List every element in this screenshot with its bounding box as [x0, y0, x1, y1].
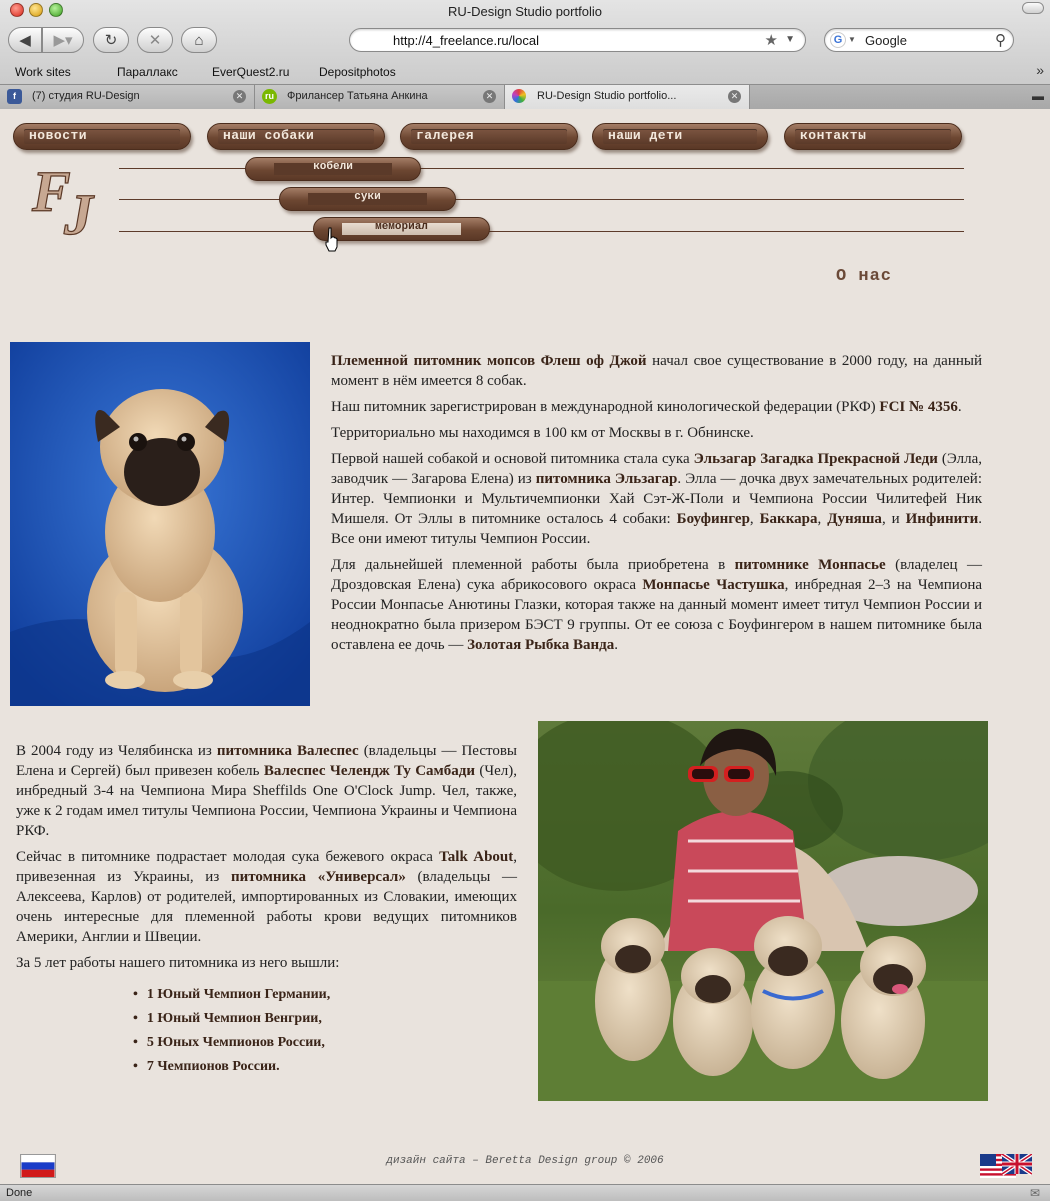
champions-list — [133, 985, 330, 1081]
hand-cursor-icon — [325, 227, 339, 253]
facebook-icon: f — [7, 89, 22, 104]
intro-paragraph-2 — [331, 397, 982, 417]
text-span: начал свое существование в 2000 году, на данный момент в нём имеется 8 собак. — [331, 353, 982, 389]
tab-list-icon[interactable]: ▬ — [1032, 89, 1044, 103]
nav-news[interactable]: новости — [13, 123, 191, 150]
svg-text:F: F — [32, 159, 71, 224]
submenu-females[interactable]: суки — [279, 187, 456, 211]
fci-number: FCI № 4356 — [879, 399, 958, 415]
text-span: Наш питомник зарегистрирован в международной кинологической федерации (РКФ) — [331, 399, 880, 415]
second-paragraph-3: За 5 лет работы нашего питомника из него вышли: — [16, 955, 340, 971]
text-span: , и — [881, 511, 906, 527]
search-engine-dropdown-icon[interactable]: ▼ — [848, 35, 856, 44]
text-span: (владельцы — Пестовы Елена и Сергей) был привезен кобель — [16, 743, 518, 779]
bookmarks-bar — [0, 62, 1050, 82]
submenu-memorial[interactable]: мемориал — [313, 217, 490, 241]
text-span: (владельцы — Алексеева, Карлов) от родителей, импортированных из Словакии, имеющих очень интересные для племенной работы крови ведущих питомников Америки, Англии и Швеции. — [16, 869, 517, 945]
tab-bar — [0, 84, 1050, 109]
mail-icon[interactable]: ✉ — [1029, 1186, 1040, 1200]
window-title: RU-Design Studio portfolio — [448, 4, 602, 19]
kennel-name: питомника Эльзагар — [535, 471, 678, 487]
home-icon: ⌂ — [194, 31, 204, 49]
dog-name: Инфинити — [905, 511, 979, 527]
english-flag-icon[interactable] — [980, 1154, 1032, 1178]
bookmark-depositphotos[interactable]: Depositphotos — [319, 65, 396, 79]
dog-name: Дуняша — [827, 511, 882, 527]
text-span: (владелец — Дроздовская Елена) сука абрикосового окраса — [331, 557, 982, 593]
dog-name: Монпасье Частушка — [642, 577, 785, 593]
text-span: Для дальнейшей племенной работы была приобретена в — [331, 557, 735, 573]
forward-button[interactable] — [42, 27, 84, 53]
nav-contacts[interactable]: контакты — [784, 123, 962, 150]
web-page — [0, 110, 1050, 1184]
dog-name: Баккара — [759, 511, 818, 527]
kennel-name: питомника «Универсал» — [230, 869, 406, 885]
dog-name: Золотая Рыбка Ванда — [467, 637, 615, 653]
intro-text — [331, 351, 982, 661]
dog-name: Эльзагар Загадка Прекрасной Леди — [693, 451, 938, 467]
fl-ru-icon: ru — [262, 89, 277, 104]
text-span: , инбредная 2–3 на Чемпиона России Монпасье Анютины Глазки, которая также на данный момент имеет титул Чемпион России и неоднократно была призером БЭСТ 9 группы. От ее союза с Боуфингером в нашем питомнике была оставлена ее дочь — — [331, 577, 983, 653]
intro-paragraph-4 — [331, 449, 982, 549]
tab-label: RU-Design Studio portfolio... — [537, 90, 677, 102]
close-tab-icon[interactable]: ✕ — [728, 90, 741, 103]
ring-icon — [512, 89, 526, 103]
tab-label: Фрилансер Татьяна Анкина — [287, 90, 428, 102]
nav-gallery[interactable]: галерея — [400, 123, 578, 150]
status-bar — [0, 1184, 1050, 1201]
url-bar[interactable] — [349, 28, 806, 52]
text-span: . Элла — дочка двух замечательных родителей: Интер. Чемпионки и Мультичемпионки Хай Сэт-Ж-Поли и Чемпиона России Чилитефей Ник Мишеля. От Эллы в питомнике осталось 4 собаки: — [331, 471, 983, 527]
back-button[interactable] — [8, 27, 42, 53]
dog-name: Talk About — [439, 849, 514, 865]
text-span: . — [614, 637, 618, 653]
dog-name: Боуфингер — [676, 511, 750, 527]
text-span: (Элла, заводчик — Загарова Елена) из — [331, 451, 982, 487]
bookmark-parallax[interactable]: Параллакс — [117, 65, 178, 79]
intro-paragraph-3: Территориально мы находимся в 100 км от Москвы в г. Обнинске. — [331, 425, 754, 441]
list-item: • 5 Юных Чемпионов России, — [133, 1033, 330, 1057]
tab-ru-design-facebook[interactable] — [0, 85, 255, 109]
pug-portrait-photo — [10, 342, 310, 706]
reload-button[interactable] — [93, 27, 129, 53]
page-title: О нас — [836, 267, 893, 286]
bookmark-everquest[interactable]: EverQuest2.ru — [212, 65, 290, 79]
forward-arrow-icon: ▶▾ — [53, 32, 73, 49]
text-span: Сейчас в питомнике подрастает молодая сука бежевого окраса — [16, 849, 440, 865]
list-item: • 1 Юный Чемпион Венгрии, — [133, 1009, 330, 1033]
divider-line — [119, 231, 964, 232]
list-item: • 7 Чемпионов России. — [133, 1057, 330, 1081]
url-input[interactable]: http://4_freelance.ru/local — [393, 33, 539, 48]
bookmark-work-sites[interactable]: Work sites — [15, 65, 71, 79]
url-history-dropdown-icon[interactable]: ▼ — [785, 34, 795, 45]
svg-text:J: J — [64, 182, 93, 247]
text-span: . Все они имеют титулы Чемпион России. — [331, 511, 983, 547]
status-text: Done — [6, 1187, 33, 1199]
site-credit: дизайн сайта – Beretta Design group © 2006 — [386, 1155, 664, 1167]
magnifier-icon[interactable]: ⚲ — [995, 32, 1006, 49]
second-text — [16, 741, 517, 979]
intro-paragraph-1 — [331, 351, 982, 391]
search-input[interactable]: Google — [865, 33, 907, 48]
bookmark-star-icon[interactable]: ★ — [764, 32, 778, 49]
bookmarks-overflow-icon[interactable]: » — [1036, 62, 1044, 78]
text-span: , — [817, 511, 828, 527]
toolbar-toggle-button[interactable] — [1022, 2, 1044, 14]
intro-paragraph-5 — [331, 555, 982, 655]
close-tab-icon[interactable]: ✕ — [483, 90, 496, 103]
text-span: (Чел), инбредный 3-4 на Чемпиона Мира Sheffilds One O'Clock Jump. Чел, также, уже к 2 годам имел титулы Чемпиона России, Чемпиона Украины и Чемпиона РКФ. — [16, 763, 517, 839]
kennel-logo — [30, 156, 110, 248]
submenu-males[interactable]: кобели — [245, 157, 421, 181]
stop-icon: ✕ — [148, 32, 162, 49]
nav-our-dogs[interactable]: наши собаки — [207, 123, 385, 150]
back-arrow-icon: ◀ — [19, 32, 31, 49]
tab-label: (7) студия RU-Design — [32, 90, 140, 102]
text-span: , — [749, 511, 760, 527]
tab-freelancer[interactable] — [255, 85, 505, 109]
divider-line — [119, 199, 964, 200]
text-span: , привезенная из Украины, из — [16, 849, 517, 885]
text-span: В 2004 году из Челябинска из — [16, 743, 217, 759]
close-tab-icon[interactable]: ✕ — [233, 90, 246, 103]
nav-our-puppies[interactable]: наши дети — [592, 123, 768, 150]
text-span: . — [957, 399, 962, 415]
list-item: • 1 Юный Чемпион Германии, — [133, 985, 330, 1009]
kennel-name: Племенной питомник мопсов Флеш оф Джой — [331, 353, 647, 369]
owner-with-pugs-photo — [538, 721, 988, 1101]
search-bar[interactable] — [824, 28, 1014, 52]
second-paragraph-2 — [16, 847, 517, 947]
kennel-name: питомнике Монпасье — [734, 557, 886, 573]
google-icon[interactable]: G — [830, 32, 846, 48]
stop-button[interactable] — [137, 27, 173, 53]
second-paragraph-1 — [16, 741, 517, 841]
russian-flag-icon[interactable] — [20, 1154, 56, 1178]
browser-chrome — [0, 0, 1050, 109]
dog-name: Валеспес Челендж Ту Самбади — [263, 763, 475, 779]
tab-portfolio[interactable] — [505, 85, 750, 109]
kennel-name: питомника Валеспес — [216, 743, 359, 759]
text-span: Первой нашей собакой и основой питомника стала сука — [331, 451, 694, 467]
reload-icon: ↻ — [104, 32, 118, 49]
home-button[interactable] — [181, 27, 217, 53]
